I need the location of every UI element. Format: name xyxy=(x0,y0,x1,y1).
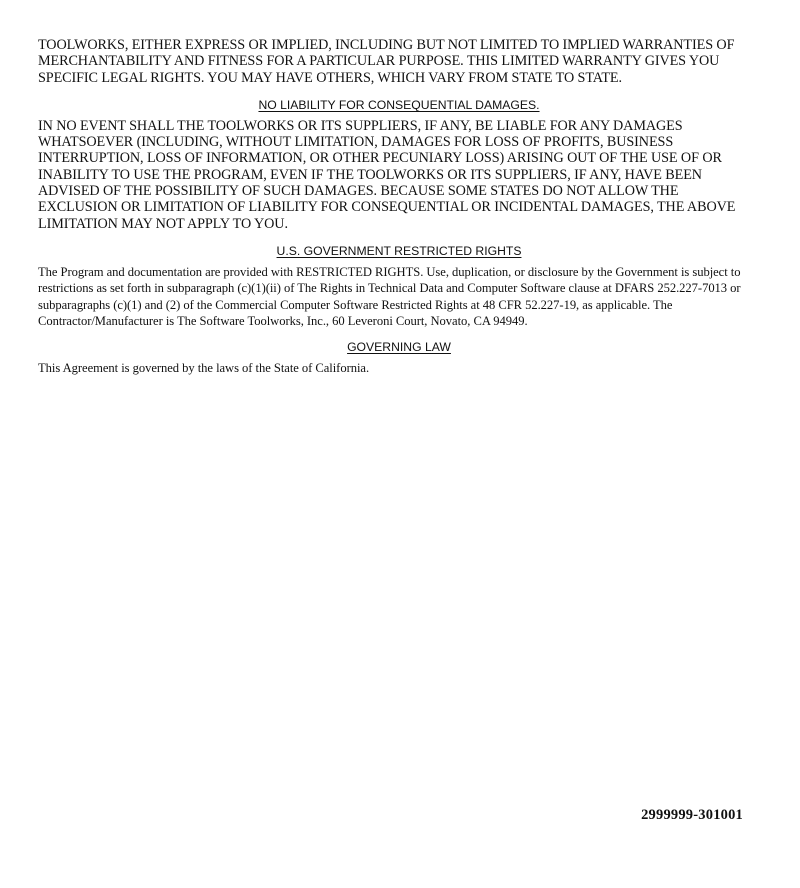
section-body-consequential-damages: IN NO EVENT SHALL THE TOOLWORKS OR ITS SUPPLIERS, IF ANY, BE LIABLE FOR ANY DAMAGES WHATSOEVER (INCLUDING, WITHOUT LIMITATION, DAMAGES FOR LOSS OF PROFITS, BUSINESS INTERRUPTION, LOSS OF INFORMATION, OR OTHER PECUNIARY LOSS) ARISING OUT OF THE USE OF OR INABILITY TO USE THE PROGRAM, EVEN IF THE TOOLWORKS OR ITS SUPPLIERS, IF ANY, HAVE BEEN ADVISED OF THE POSSIBILITY OF SUCH DAMAGES. BECAUSE SOME STATES DO NOT ALLOW THE EXCLUSION OR LIMITATION OF LIABILITY FOR CONSEQUENTIAL OR INCIDENTAL DAMAGES, THE ABOVE LIMITATION MAY NOT APPLY TO YOU. xyxy=(38,117,736,232)
document-page xyxy=(38,37,760,376)
warranty-disclaimer-text: TOOLWORKS, EITHER EXPRESS OR IMPLIED, INCLUDING BUT NOT LIMITED TO IMPLIED WARRANTIES OF MERCHANTABILITY AND FITNESS FOR A PARTICULAR PURPOSE. THIS LIMITED WARRANTY GIVES YOU SPECIFIC LEGAL RIGHTS. YOU MAY HAVE OTHERS, WHICH VARY FROM STATE TO STATE. xyxy=(38,37,735,86)
section-body-restricted-rights: The Program and documentation are provided with RESTRICTED RIGHTS. Use, duplication, or disclosure by the Government is subject to restrictions as set forth in subparagraph (c)(1)(ii) of The Rights in Technical Data and Computer Software clause at DFARS 252.227-7013 or subparagraphs (c)(1) and (2) of the Commercial Computer Software Restricted Rights at 48 CFR 52.227-19, as applicable. The Contractor/Manufacturer is The Software Toolworks, Inc., 60 Leveroni Court, Novato, CA 94949. xyxy=(38,264,741,328)
section-heading-restricted-rights: U.S. GOVERNMENT RESTRICTED RIGHTS xyxy=(276,243,522,258)
part-number: 2999999-301001 xyxy=(641,807,743,823)
section-body-governing-law: This Agreement is governed by the laws of the State of California. xyxy=(38,361,370,376)
section-heading-consequential-damages: NO LIABILITY FOR CONSEQUENTIAL DAMAGES. xyxy=(258,97,540,112)
section-heading-governing-law: GOVERNING LAW xyxy=(347,340,451,355)
